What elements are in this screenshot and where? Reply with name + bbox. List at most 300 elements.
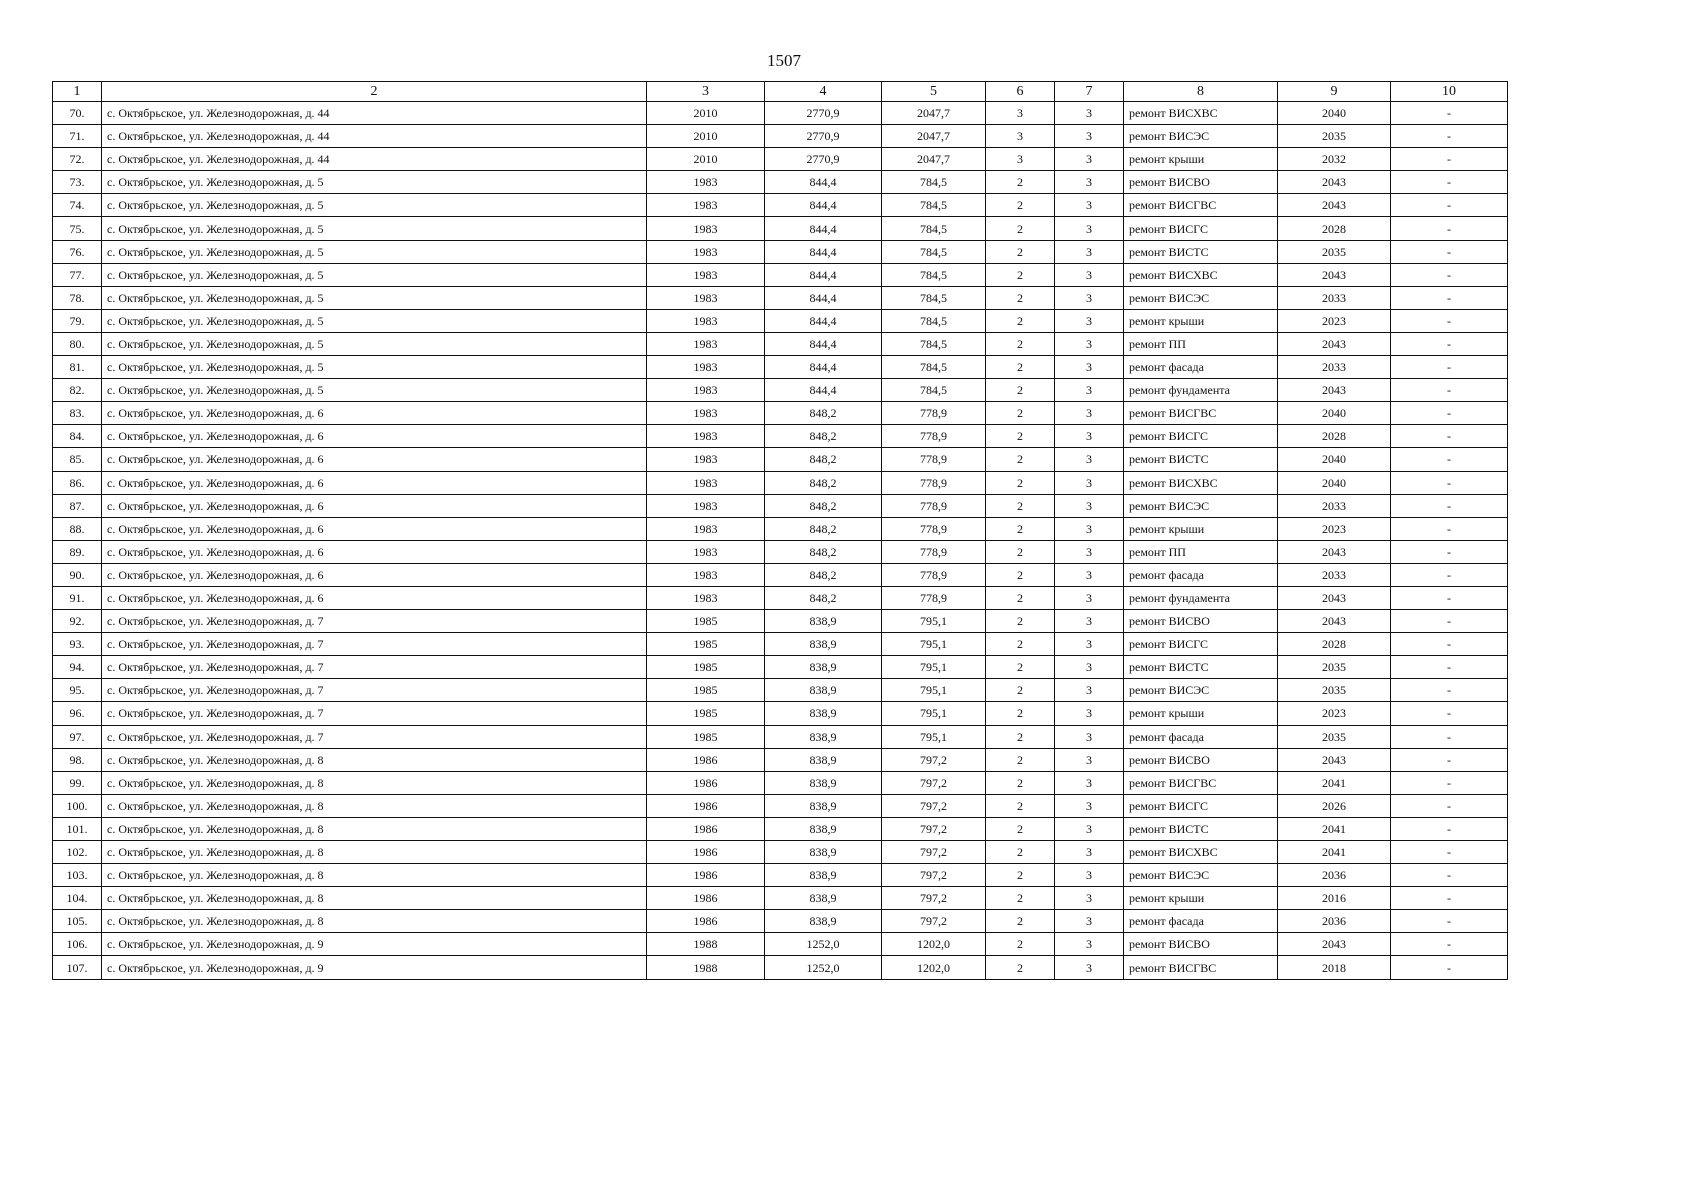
living-area-cell: 2047,7 bbox=[882, 125, 986, 148]
planned-year-cell: 2040 bbox=[1278, 402, 1391, 425]
note-cell: - bbox=[1391, 817, 1508, 840]
column-header-7: 7 bbox=[1055, 82, 1124, 102]
address-cell: с. Октябрьское, ул. Железнодорожная, д. 6 bbox=[102, 471, 647, 494]
entrances-cell: 3 bbox=[1055, 956, 1124, 979]
row-number-cell: 105. bbox=[53, 910, 102, 933]
build-year-cell: 1986 bbox=[647, 771, 765, 794]
build-year-cell: 1985 bbox=[647, 656, 765, 679]
planned-year-cell: 2035 bbox=[1278, 679, 1391, 702]
entrances-cell: 3 bbox=[1055, 679, 1124, 702]
living-area-cell: 784,5 bbox=[882, 171, 986, 194]
work-type-cell: ремонт ВИСТС bbox=[1124, 448, 1278, 471]
table-row bbox=[53, 771, 1508, 794]
row-number-cell: 83. bbox=[53, 402, 102, 425]
row-number-cell: 77. bbox=[53, 263, 102, 286]
floors-cell: 2 bbox=[986, 748, 1055, 771]
row-number-cell: 70. bbox=[53, 102, 102, 125]
row-number-cell: 106. bbox=[53, 933, 102, 956]
total-area-cell: 838,9 bbox=[765, 702, 882, 725]
entrances-cell: 3 bbox=[1055, 194, 1124, 217]
column-header-3: 3 bbox=[647, 82, 765, 102]
row-number-cell: 89. bbox=[53, 540, 102, 563]
planned-year-cell: 2041 bbox=[1278, 841, 1391, 864]
address-cell: с. Октябрьское, ул. Железнодорожная, д. 6 bbox=[102, 402, 647, 425]
row-number-cell: 75. bbox=[53, 217, 102, 240]
build-year-cell: 1983 bbox=[647, 563, 765, 586]
planned-year-cell: 2033 bbox=[1278, 356, 1391, 379]
note-cell: - bbox=[1391, 240, 1508, 263]
row-number-cell: 72. bbox=[53, 148, 102, 171]
row-number-cell: 76. bbox=[53, 240, 102, 263]
total-area-cell: 848,2 bbox=[765, 425, 882, 448]
table-row bbox=[53, 471, 1508, 494]
build-year-cell: 1988 bbox=[647, 956, 765, 979]
planned-year-cell: 2016 bbox=[1278, 887, 1391, 910]
work-type-cell: ремонт ВИСХВС bbox=[1124, 102, 1278, 125]
table-row bbox=[53, 309, 1508, 332]
floors-cell: 2 bbox=[986, 356, 1055, 379]
build-year-cell: 1986 bbox=[647, 748, 765, 771]
row-number-cell: 87. bbox=[53, 494, 102, 517]
work-type-cell: ремонт ВИСХВС bbox=[1124, 263, 1278, 286]
entrances-cell: 3 bbox=[1055, 494, 1124, 517]
column-header-6: 6 bbox=[986, 82, 1055, 102]
entrances-cell: 3 bbox=[1055, 309, 1124, 332]
entrances-cell: 3 bbox=[1055, 425, 1124, 448]
floors-cell: 2 bbox=[986, 563, 1055, 586]
living-area-cell: 797,2 bbox=[882, 910, 986, 933]
table-row bbox=[53, 586, 1508, 609]
work-type-cell: ремонт ВИСВО bbox=[1124, 748, 1278, 771]
entrances-cell: 3 bbox=[1055, 864, 1124, 887]
total-area-cell: 844,4 bbox=[765, 263, 882, 286]
column-header-2: 2 bbox=[102, 82, 647, 102]
address-cell: с. Октябрьское, ул. Железнодорожная, д. 8 bbox=[102, 771, 647, 794]
table-row bbox=[53, 217, 1508, 240]
build-year-cell: 1986 bbox=[647, 841, 765, 864]
entrances-cell: 3 bbox=[1055, 771, 1124, 794]
entrances-cell: 3 bbox=[1055, 240, 1124, 263]
row-number-cell: 98. bbox=[53, 748, 102, 771]
work-type-cell: ремонт ВИСВО bbox=[1124, 610, 1278, 633]
living-area-cell: 778,9 bbox=[882, 494, 986, 517]
total-area-cell: 838,9 bbox=[765, 864, 882, 887]
table-row bbox=[53, 956, 1508, 979]
note-cell: - bbox=[1391, 771, 1508, 794]
floors-cell: 2 bbox=[986, 540, 1055, 563]
note-cell: - bbox=[1391, 494, 1508, 517]
note-cell: - bbox=[1391, 517, 1508, 540]
note-cell: - bbox=[1391, 448, 1508, 471]
work-type-cell: ремонт ВИСХВС bbox=[1124, 841, 1278, 864]
build-year-cell: 1986 bbox=[647, 794, 765, 817]
table-row bbox=[53, 610, 1508, 633]
work-type-cell: ремонт ВИСВО bbox=[1124, 171, 1278, 194]
note-cell: - bbox=[1391, 171, 1508, 194]
entrances-cell: 3 bbox=[1055, 817, 1124, 840]
table-row bbox=[53, 633, 1508, 656]
living-area-cell: 797,2 bbox=[882, 748, 986, 771]
note-cell: - bbox=[1391, 471, 1508, 494]
table-row bbox=[53, 517, 1508, 540]
table-row bbox=[53, 332, 1508, 355]
build-year-cell: 1985 bbox=[647, 633, 765, 656]
note-cell: - bbox=[1391, 656, 1508, 679]
address-cell: с. Октябрьское, ул. Железнодорожная, д. 8 bbox=[102, 910, 647, 933]
row-number-cell: 74. bbox=[53, 194, 102, 217]
total-area-cell: 1252,0 bbox=[765, 956, 882, 979]
entrances-cell: 3 bbox=[1055, 841, 1124, 864]
planned-year-cell: 2023 bbox=[1278, 309, 1391, 332]
build-year-cell: 2010 bbox=[647, 148, 765, 171]
row-number-cell: 97. bbox=[53, 725, 102, 748]
work-type-cell: ремонт фасада bbox=[1124, 356, 1278, 379]
table-row bbox=[53, 702, 1508, 725]
entrances-cell: 3 bbox=[1055, 125, 1124, 148]
build-year-cell: 1983 bbox=[647, 517, 765, 540]
planned-year-cell: 2043 bbox=[1278, 540, 1391, 563]
total-area-cell: 844,4 bbox=[765, 194, 882, 217]
living-area-cell: 795,1 bbox=[882, 679, 986, 702]
build-year-cell: 1983 bbox=[647, 379, 765, 402]
row-number-cell: 88. bbox=[53, 517, 102, 540]
living-area-cell: 797,2 bbox=[882, 841, 986, 864]
total-area-cell: 838,9 bbox=[765, 771, 882, 794]
row-number-cell: 79. bbox=[53, 309, 102, 332]
planned-year-cell: 2043 bbox=[1278, 194, 1391, 217]
note-cell: - bbox=[1391, 702, 1508, 725]
address-cell: с. Октябрьское, ул. Железнодорожная, д. 6 bbox=[102, 425, 647, 448]
build-year-cell: 1986 bbox=[647, 910, 765, 933]
living-area-cell: 797,2 bbox=[882, 794, 986, 817]
living-area-cell: 784,5 bbox=[882, 286, 986, 309]
total-area-cell: 848,2 bbox=[765, 448, 882, 471]
floors-cell: 2 bbox=[986, 263, 1055, 286]
note-cell: - bbox=[1391, 679, 1508, 702]
living-area-cell: 784,5 bbox=[882, 194, 986, 217]
entrances-cell: 3 bbox=[1055, 748, 1124, 771]
work-type-cell: ремонт ВИСЭС bbox=[1124, 679, 1278, 702]
total-area-cell: 838,9 bbox=[765, 610, 882, 633]
address-cell: с. Октябрьское, ул. Железнодорожная, д. 8 bbox=[102, 748, 647, 771]
work-type-cell: ремонт ПП bbox=[1124, 540, 1278, 563]
build-year-cell: 1983 bbox=[647, 194, 765, 217]
living-area-cell: 795,1 bbox=[882, 633, 986, 656]
table-row bbox=[53, 887, 1508, 910]
floors-cell: 2 bbox=[986, 286, 1055, 309]
entrances-cell: 3 bbox=[1055, 910, 1124, 933]
note-cell: - bbox=[1391, 748, 1508, 771]
total-area-cell: 838,9 bbox=[765, 887, 882, 910]
work-type-cell: ремонт ПП bbox=[1124, 332, 1278, 355]
address-cell: с. Октябрьское, ул. Железнодорожная, д. 5 bbox=[102, 309, 647, 332]
build-year-cell: 1985 bbox=[647, 679, 765, 702]
planned-year-cell: 2043 bbox=[1278, 171, 1391, 194]
table-row bbox=[53, 425, 1508, 448]
living-area-cell: 784,5 bbox=[882, 356, 986, 379]
living-area-cell: 784,5 bbox=[882, 240, 986, 263]
column-header-4: 4 bbox=[765, 82, 882, 102]
row-number-cell: 104. bbox=[53, 887, 102, 910]
table-row bbox=[53, 794, 1508, 817]
total-area-cell: 838,9 bbox=[765, 656, 882, 679]
floors-cell: 2 bbox=[986, 494, 1055, 517]
row-number-cell: 82. bbox=[53, 379, 102, 402]
work-type-cell: ремонт ВИСГВС bbox=[1124, 771, 1278, 794]
row-number-cell: 100. bbox=[53, 794, 102, 817]
work-type-cell: ремонт крыши bbox=[1124, 887, 1278, 910]
entrances-cell: 3 bbox=[1055, 402, 1124, 425]
floors-cell: 2 bbox=[986, 633, 1055, 656]
table-row bbox=[53, 910, 1508, 933]
address-cell: с. Октябрьское, ул. Железнодорожная, д. 6 bbox=[102, 448, 647, 471]
row-number-cell: 86. bbox=[53, 471, 102, 494]
total-area-cell: 848,2 bbox=[765, 517, 882, 540]
total-area-cell: 844,4 bbox=[765, 286, 882, 309]
address-cell: с. Октябрьское, ул. Железнодорожная, д. 5 bbox=[102, 379, 647, 402]
address-cell: с. Октябрьское, ул. Железнодорожная, д. 44 bbox=[102, 125, 647, 148]
work-type-cell: ремонт ВИСТС bbox=[1124, 817, 1278, 840]
total-area-cell: 838,9 bbox=[765, 817, 882, 840]
total-area-cell: 844,4 bbox=[765, 171, 882, 194]
address-cell: с. Октябрьское, ул. Железнодорожная, д. 5 bbox=[102, 171, 647, 194]
row-number-cell: 84. bbox=[53, 425, 102, 448]
note-cell: - bbox=[1391, 540, 1508, 563]
row-number-cell: 96. bbox=[53, 702, 102, 725]
row-number-cell: 95. bbox=[53, 679, 102, 702]
build-year-cell: 1983 bbox=[647, 332, 765, 355]
work-type-cell: ремонт ВИСГС bbox=[1124, 217, 1278, 240]
build-year-cell: 1985 bbox=[647, 725, 765, 748]
table-row bbox=[53, 448, 1508, 471]
build-year-cell: 1983 bbox=[647, 356, 765, 379]
build-year-cell: 1983 bbox=[647, 171, 765, 194]
table-row bbox=[53, 286, 1508, 309]
floors-cell: 2 bbox=[986, 402, 1055, 425]
work-type-cell: ремонт фасада bbox=[1124, 910, 1278, 933]
total-area-cell: 838,9 bbox=[765, 748, 882, 771]
total-area-cell: 838,9 bbox=[765, 633, 882, 656]
address-cell: с. Октябрьское, ул. Железнодорожная, д. 8 bbox=[102, 817, 647, 840]
address-cell: с. Октябрьское, ул. Железнодорожная, д. 7 bbox=[102, 633, 647, 656]
address-cell: с. Октябрьское, ул. Железнодорожная, д. 9 bbox=[102, 956, 647, 979]
build-year-cell: 1983 bbox=[647, 448, 765, 471]
floors-cell: 2 bbox=[986, 471, 1055, 494]
note-cell: - bbox=[1391, 725, 1508, 748]
build-year-cell: 1983 bbox=[647, 540, 765, 563]
note-cell: - bbox=[1391, 217, 1508, 240]
note-cell: - bbox=[1391, 286, 1508, 309]
table-row bbox=[53, 263, 1508, 286]
living-area-cell: 795,1 bbox=[882, 656, 986, 679]
living-area-cell: 795,1 bbox=[882, 610, 986, 633]
build-year-cell: 2010 bbox=[647, 102, 765, 125]
floors-cell: 2 bbox=[986, 725, 1055, 748]
planned-year-cell: 2041 bbox=[1278, 817, 1391, 840]
build-year-cell: 1986 bbox=[647, 864, 765, 887]
living-area-cell: 784,5 bbox=[882, 217, 986, 240]
living-area-cell: 784,5 bbox=[882, 332, 986, 355]
total-area-cell: 848,2 bbox=[765, 402, 882, 425]
floors-cell: 2 bbox=[986, 240, 1055, 263]
table-row bbox=[53, 402, 1508, 425]
work-type-cell: ремонт ВИСГВС bbox=[1124, 956, 1278, 979]
entrances-cell: 3 bbox=[1055, 379, 1124, 402]
living-area-cell: 784,5 bbox=[882, 309, 986, 332]
entrances-cell: 3 bbox=[1055, 263, 1124, 286]
planned-year-cell: 2040 bbox=[1278, 448, 1391, 471]
total-area-cell: 1252,0 bbox=[765, 933, 882, 956]
planned-year-cell: 2040 bbox=[1278, 471, 1391, 494]
table-row bbox=[53, 563, 1508, 586]
note-cell: - bbox=[1391, 332, 1508, 355]
work-type-cell: ремонт ВИСГС bbox=[1124, 633, 1278, 656]
living-area-cell: 778,9 bbox=[882, 448, 986, 471]
table-row bbox=[53, 148, 1508, 171]
address-cell: с. Октябрьское, ул. Железнодорожная, д. 6 bbox=[102, 494, 647, 517]
address-cell: с. Октябрьское, ул. Железнодорожная, д. 7 bbox=[102, 656, 647, 679]
work-type-cell: ремонт фундамента bbox=[1124, 379, 1278, 402]
living-area-cell: 795,1 bbox=[882, 725, 986, 748]
planned-year-cell: 2043 bbox=[1278, 933, 1391, 956]
floors-cell: 2 bbox=[986, 794, 1055, 817]
build-year-cell: 1983 bbox=[647, 471, 765, 494]
planned-year-cell: 2023 bbox=[1278, 702, 1391, 725]
floors-cell: 2 bbox=[986, 379, 1055, 402]
row-number-cell: 101. bbox=[53, 817, 102, 840]
repair-registry-table bbox=[52, 81, 1508, 980]
note-cell: - bbox=[1391, 956, 1508, 979]
entrances-cell: 3 bbox=[1055, 286, 1124, 309]
address-cell: с. Октябрьское, ул. Железнодорожная, д. 5 bbox=[102, 194, 647, 217]
table-row bbox=[53, 125, 1508, 148]
living-area-cell: 784,5 bbox=[882, 263, 986, 286]
floors-cell: 2 bbox=[986, 817, 1055, 840]
floors-cell: 2 bbox=[986, 425, 1055, 448]
entrances-cell: 3 bbox=[1055, 356, 1124, 379]
row-number-cell: 92. bbox=[53, 610, 102, 633]
entrances-cell: 3 bbox=[1055, 725, 1124, 748]
living-area-cell: 784,5 bbox=[882, 379, 986, 402]
table-row bbox=[53, 841, 1508, 864]
build-year-cell: 1985 bbox=[647, 610, 765, 633]
note-cell: - bbox=[1391, 356, 1508, 379]
note-cell: - bbox=[1391, 610, 1508, 633]
floors-cell: 2 bbox=[986, 217, 1055, 240]
living-area-cell: 1202,0 bbox=[882, 933, 986, 956]
note-cell: - bbox=[1391, 102, 1508, 125]
table-row bbox=[53, 540, 1508, 563]
table-row bbox=[53, 933, 1508, 956]
address-cell: с. Октябрьское, ул. Железнодорожная, д. 5 bbox=[102, 356, 647, 379]
build-year-cell: 2010 bbox=[647, 125, 765, 148]
living-area-cell: 2047,7 bbox=[882, 148, 986, 171]
build-year-cell: 1985 bbox=[647, 702, 765, 725]
floors-cell: 2 bbox=[986, 309, 1055, 332]
entrances-cell: 3 bbox=[1055, 217, 1124, 240]
address-cell: с. Октябрьское, ул. Железнодорожная, д. 44 bbox=[102, 102, 647, 125]
living-area-cell: 797,2 bbox=[882, 887, 986, 910]
build-year-cell: 1983 bbox=[647, 425, 765, 448]
row-number-cell: 103. bbox=[53, 864, 102, 887]
work-type-cell: ремонт ВИСЭС bbox=[1124, 125, 1278, 148]
build-year-cell: 1986 bbox=[647, 887, 765, 910]
note-cell: - bbox=[1391, 933, 1508, 956]
work-type-cell: ремонт ВИСВО bbox=[1124, 933, 1278, 956]
note-cell: - bbox=[1391, 309, 1508, 332]
living-area-cell: 778,9 bbox=[882, 402, 986, 425]
note-cell: - bbox=[1391, 586, 1508, 609]
planned-year-cell: 2032 bbox=[1278, 148, 1391, 171]
floors-cell: 2 bbox=[986, 656, 1055, 679]
planned-year-cell: 2043 bbox=[1278, 610, 1391, 633]
living-area-cell: 795,1 bbox=[882, 702, 986, 725]
living-area-cell: 797,2 bbox=[882, 817, 986, 840]
row-number-cell: 107. bbox=[53, 956, 102, 979]
planned-year-cell: 2043 bbox=[1278, 748, 1391, 771]
entrances-cell: 3 bbox=[1055, 794, 1124, 817]
work-type-cell: ремонт крыши bbox=[1124, 517, 1278, 540]
address-cell: с. Октябрьское, ул. Железнодорожная, д. 5 bbox=[102, 332, 647, 355]
table-row bbox=[53, 679, 1508, 702]
planned-year-cell: 2043 bbox=[1278, 379, 1391, 402]
floors-cell: 2 bbox=[986, 910, 1055, 933]
note-cell: - bbox=[1391, 148, 1508, 171]
work-type-cell: ремонт ВИСГВС bbox=[1124, 402, 1278, 425]
column-header-5: 5 bbox=[882, 82, 986, 102]
note-cell: - bbox=[1391, 841, 1508, 864]
floors-cell: 2 bbox=[986, 610, 1055, 633]
total-area-cell: 844,4 bbox=[765, 356, 882, 379]
planned-year-cell: 2043 bbox=[1278, 332, 1391, 355]
entrances-cell: 3 bbox=[1055, 933, 1124, 956]
note-cell: - bbox=[1391, 794, 1508, 817]
total-area-cell: 838,9 bbox=[765, 794, 882, 817]
planned-year-cell: 2033 bbox=[1278, 494, 1391, 517]
planned-year-cell: 2036 bbox=[1278, 864, 1391, 887]
row-number-cell: 93. bbox=[53, 633, 102, 656]
address-cell: с. Октябрьское, ул. Железнодорожная, д. 8 bbox=[102, 794, 647, 817]
row-number-cell: 71. bbox=[53, 125, 102, 148]
row-number-cell: 91. bbox=[53, 586, 102, 609]
work-type-cell: ремонт крыши bbox=[1124, 309, 1278, 332]
table-row bbox=[53, 240, 1508, 263]
column-header-10: 10 bbox=[1391, 82, 1508, 102]
planned-year-cell: 2035 bbox=[1278, 240, 1391, 263]
build-year-cell: 1983 bbox=[647, 402, 765, 425]
entrances-cell: 3 bbox=[1055, 702, 1124, 725]
entrances-cell: 3 bbox=[1055, 171, 1124, 194]
note-cell: - bbox=[1391, 633, 1508, 656]
planned-year-cell: 2035 bbox=[1278, 725, 1391, 748]
planned-year-cell: 2041 bbox=[1278, 771, 1391, 794]
build-year-cell: 1983 bbox=[647, 217, 765, 240]
table-row bbox=[53, 494, 1508, 517]
build-year-cell: 1983 bbox=[647, 309, 765, 332]
address-cell: с. Октябрьское, ул. Железнодорожная, д. 44 bbox=[102, 148, 647, 171]
total-area-cell: 844,4 bbox=[765, 332, 882, 355]
living-area-cell: 797,2 bbox=[882, 771, 986, 794]
entrances-cell: 3 bbox=[1055, 887, 1124, 910]
planned-year-cell: 2035 bbox=[1278, 656, 1391, 679]
note-cell: - bbox=[1391, 910, 1508, 933]
total-area-cell: 838,9 bbox=[765, 679, 882, 702]
table-row bbox=[53, 171, 1508, 194]
row-number-cell: 78. bbox=[53, 286, 102, 309]
build-year-cell: 1983 bbox=[647, 494, 765, 517]
table-row bbox=[53, 379, 1508, 402]
entrances-cell: 3 bbox=[1055, 471, 1124, 494]
